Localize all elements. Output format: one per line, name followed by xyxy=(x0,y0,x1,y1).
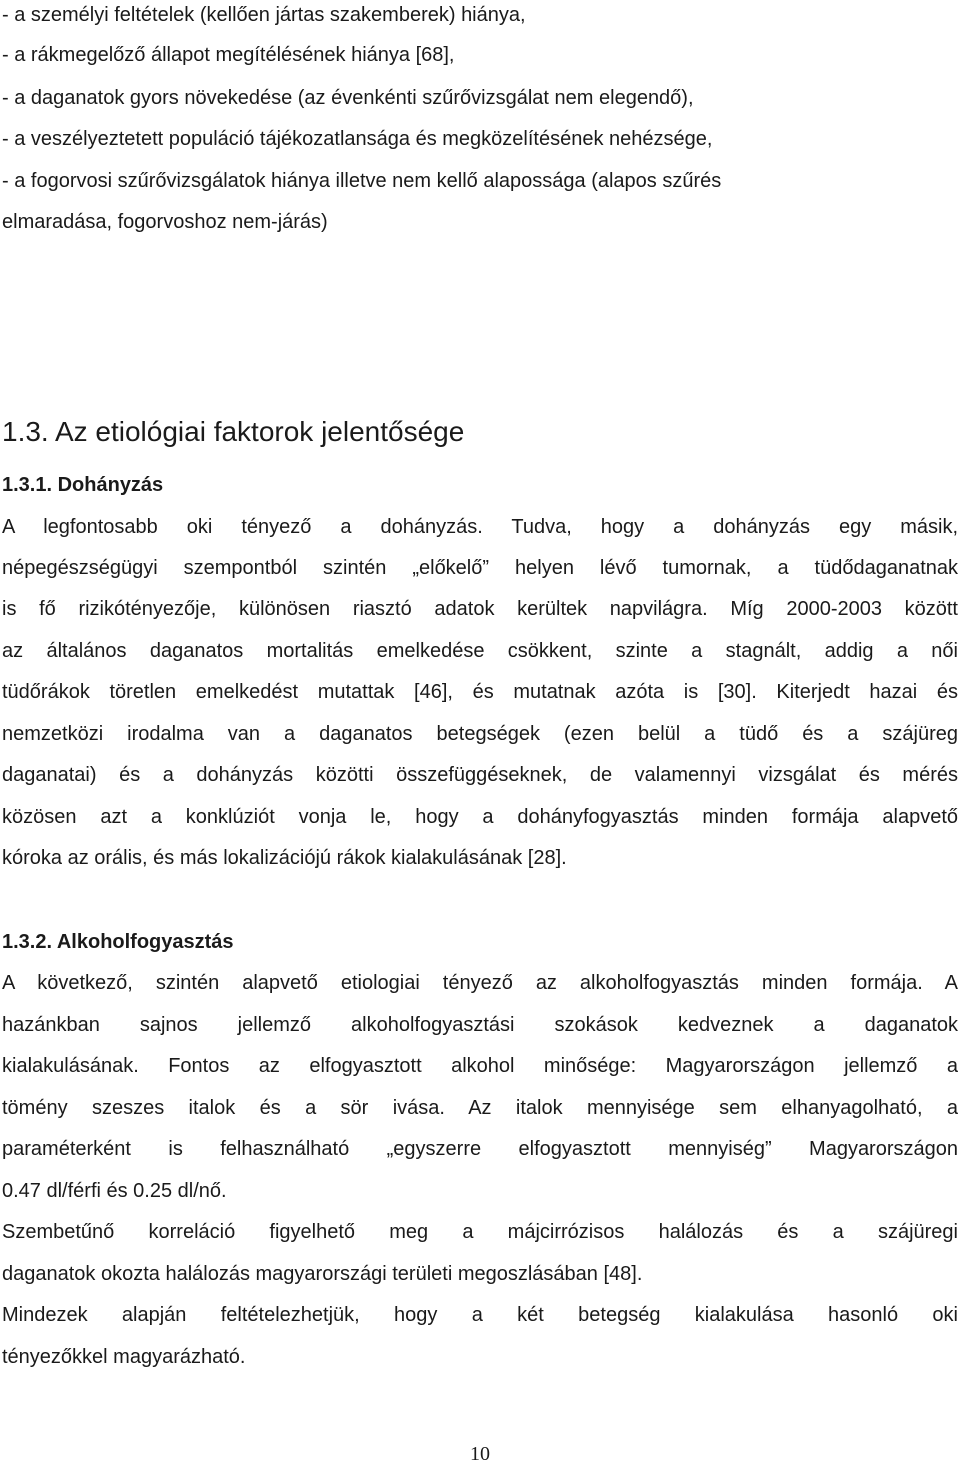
paragraph-line-last: tényezőkkel magyarázható. xyxy=(2,1346,246,1368)
paragraph-line: tüdőrákok töretlen emelkedést mutattak [46], és mutatnak azóta is [30]. Kiterjedt hazai és xyxy=(2,681,958,703)
list-item: - a veszélyeztetett populáció tájékozatlansága és megközelítésének nehézsége, xyxy=(2,128,713,150)
subsection-heading-smoking: 1.3.1. Dohányzás xyxy=(2,474,164,496)
paragraph-line-last: 0.47 dl/férfi és 0.25 dl/nő. xyxy=(2,1180,227,1202)
paragraph-line: hazánkban sajnos jellemző alkoholfogyasztási szokások kedveznek a daganatok xyxy=(2,1014,958,1036)
list-item: - a daganatok gyors növekedése (az évenkénti szűrővizsgálat nem elegendő), xyxy=(2,87,694,109)
subsection-heading-alcohol: 1.3.2. Alkoholfogyasztás xyxy=(2,931,234,953)
paragraph-line: nemzetközi irodalma van a daganatos betegségek (ezen belül a tüdő és a szájüreg xyxy=(2,723,958,745)
paragraph-line: kialakulásának. Fontos az elfogyasztott alkohol minősége: Magyarországon jellemző a xyxy=(2,1055,958,1077)
list-item: - a rákmegelőző állapot megítélésének hiánya [68], xyxy=(2,44,455,66)
section-heading: 1.3. Az etiológiai faktorok jelentősége xyxy=(2,416,465,447)
paragraph-line: közösen azt a konklúziót vonja le, hogy a dohányfogyasztás minden formája alapvető xyxy=(2,806,958,828)
paragraph-line: Mindezek alapján feltételezhetjük, hogy a két betegség kialakulása hasonló oki xyxy=(2,1304,958,1326)
paragraph-line: daganatai) és a dohányzás közötti összefüggéseknek, de valamennyi vizsgálat és mérés xyxy=(2,764,958,786)
paragraph-line-last: kóroka az orális, és más lokalizációjú rákok kialakulásának [28]. xyxy=(2,847,567,869)
paragraph-line-last: daganatok okozta halálozás magyarországi területi megoszlásában [48]. xyxy=(2,1263,643,1285)
paragraph-line: paraméterként is felhasználható „egyszerre elfogyasztott mennyiség” Magyarországon xyxy=(2,1138,958,1160)
list-item-continuation: elmaradása, fogorvoshoz nem-járás) xyxy=(2,211,328,233)
paragraph-line: népegészségügyi szempontból szintén „előkelő” helyen lévő tumornak, a tüdődaganatnak xyxy=(2,557,958,579)
page-number: 10 xyxy=(470,1443,490,1465)
paragraph-line: tömény szeszes italok és a sör ivása. Az italok mennyisége sem elhanyagolható, a xyxy=(2,1097,958,1119)
list-item: - a fogorvosi szűrővizsgálatok hiánya illetve nem kellő alapossága (alapos szűrés xyxy=(2,170,722,192)
paragraph-line: is fő rizikótényezője, különösen riasztó adatok kerültek napvilágra. Míg 2000-2003 között xyxy=(2,598,958,620)
paragraph-line: A következő, szintén alapvető etiologiai tényező az alkoholfogyasztás minden formája. A xyxy=(2,972,958,994)
paragraph-line: az általános daganatos mortalitás emelkedése csökkent, szinte a stagnált, addig a női xyxy=(2,640,958,662)
list-item: - a személyi feltételek (kellően jártas szakemberek) hiánya, xyxy=(2,4,526,26)
paragraph-line: A legfontosabb oki tényező a dohányzás. Tudva, hogy a dohányzás egy másik, xyxy=(2,516,958,538)
paragraph-line: Szembetűnő korreláció figyelhető meg a májcirrózisos halálozás és a szájüregi xyxy=(2,1221,958,1243)
